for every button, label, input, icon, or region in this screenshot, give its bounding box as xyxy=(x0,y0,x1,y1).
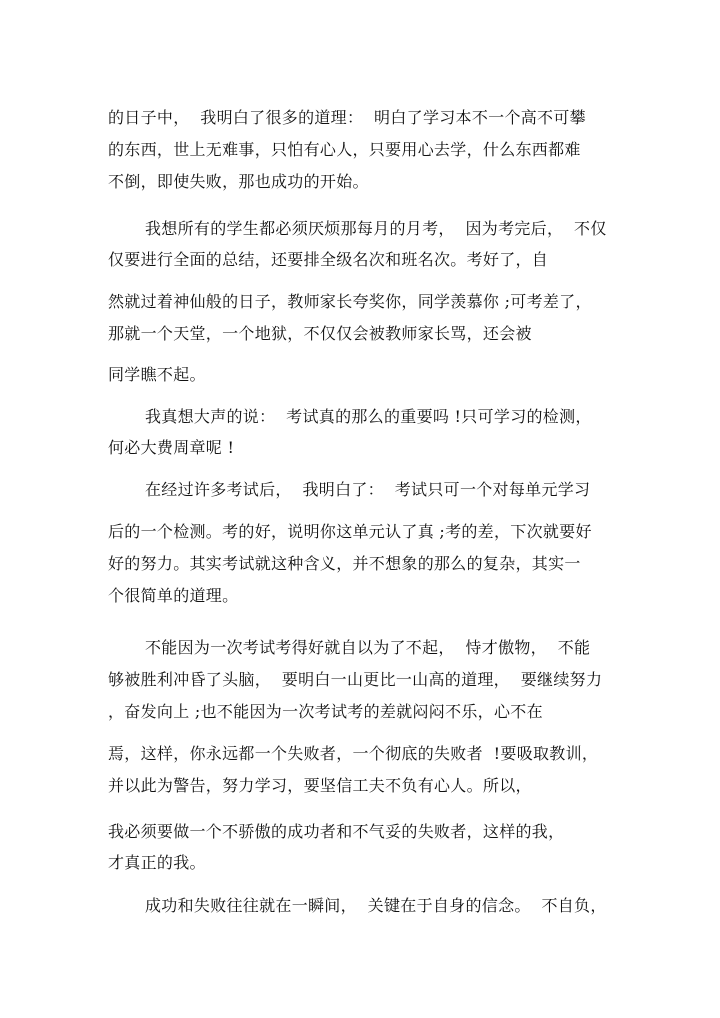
text-line: 的东西，世上无难事，只怕有心人，只要用心去学，什么东西都难 xyxy=(108,140,581,159)
text-line: 够被胜利冲昏了头脑， 要明白一山更比一山高的道理， 要继续努力 xyxy=(108,670,603,689)
text-line: 仅要进行全面的总结，还要排全级名次和班名次。考好了，自 xyxy=(108,250,549,269)
text-line: 好的努力。其实考试就这种含义，并不想象的那么的复杂，其实一 xyxy=(108,554,581,573)
text-line: 并以此为警告，努力学习，要坚信工夫不负有心人。所以， xyxy=(108,776,532,795)
text-line: 不能因为一次考试考得好就自以为了不起， 恃才傲物， 不能 xyxy=(145,638,591,657)
text-line: 我必须要做一个不骄傲的成功者和不气妥的失败者，这样的我， xyxy=(108,822,565,841)
text-line: 在经过许多考试后， 我明白了： 考试只可一个对每单元学习 xyxy=(145,480,591,499)
text-line: 我真想大声的说： 考试真的那么的重要吗 !只可学习的检测， xyxy=(145,407,592,426)
text-line: 焉，这样，你永远都一个失败者，一个彻底的失败者 !要吸取教训， xyxy=(108,744,599,763)
text-line: 后的一个检测。考的好，说明你这单元认了真 ;考的差，下次就要好 xyxy=(108,522,592,541)
text-line: 然就过着神仙般的日子，教师家长夸奖你，同学羡慕你 ;可考差了， xyxy=(108,292,592,311)
text-line: 个很简单的道理。 xyxy=(108,586,239,605)
text-line: 那就一个天堂，一个地狱，不仅仅会被教师家长骂，还会被 xyxy=(108,324,532,343)
text-line: 我想所有的学生都必须厌烦那每月的月考， 因为考完后， 不仅 xyxy=(145,219,607,238)
text-line: 的日子中， 我明白了很多的道理： 明白了学习本不一个高不可攀 xyxy=(108,108,586,127)
text-line: 何必大费周章呢 ! xyxy=(108,438,235,457)
text-line: 成功和失败往往就在一瞬间， 关键在于自身的信念。 不自负， xyxy=(145,896,607,915)
text-line: 才真正的我。 xyxy=(108,853,206,872)
text-line: 同学瞧不起。 xyxy=(108,365,206,384)
text-line: 不倒，即使失败，那也成功的开始。 xyxy=(108,172,369,191)
text-line: ，奋发向上 ;也不能因为一次考试考的差就闷闷不乐，心不在 xyxy=(108,702,543,721)
